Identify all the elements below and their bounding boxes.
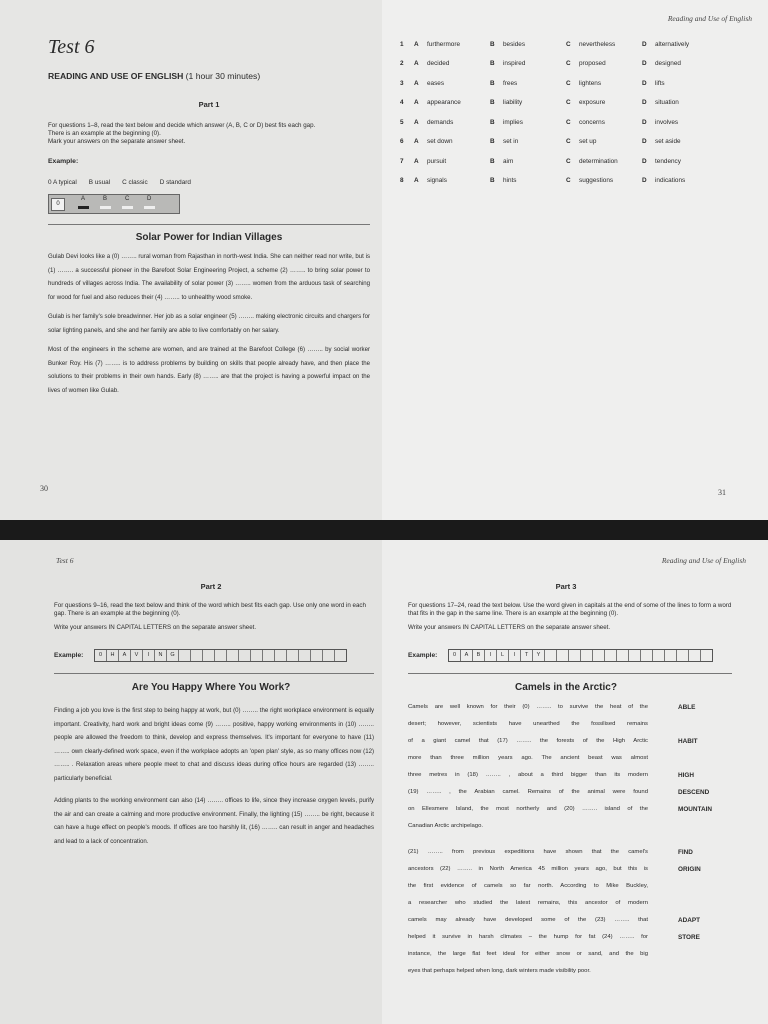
- page-33: [382, 540, 768, 1024]
- example-options: [48, 179, 191, 186]
- option-c: [566, 177, 642, 184]
- option-a: [414, 158, 490, 165]
- instruction-line: For questions 1–8, read the text below and decide which answer (A, B, C or D) best fits each gap.: [48, 122, 316, 129]
- box-cell: 0: [95, 650, 107, 661]
- option-letter: A: [414, 40, 419, 48]
- option-letter: B: [490, 138, 495, 145]
- example-option: 0 A typical: [48, 179, 77, 186]
- box-cell: A: [461, 650, 473, 661]
- option-letter: C: [566, 118, 571, 126]
- box-cell: [287, 650, 299, 661]
- box-cell: [629, 650, 641, 661]
- option-letter: B: [490, 118, 495, 126]
- option-letter: D: [642, 99, 647, 106]
- article-title: Solar Power for Indian Villages: [135, 232, 283, 243]
- option-text: aim: [503, 157, 514, 165]
- option-letter: D: [642, 157, 647, 165]
- grid-letter: C: [125, 196, 130, 202]
- question-row: [400, 39, 718, 49]
- option-text: lightens: [579, 79, 602, 87]
- box-cell: [701, 650, 712, 661]
- option-letter: C: [566, 177, 571, 184]
- box-cell: [323, 650, 335, 661]
- stem-word: HABIT: [678, 738, 698, 745]
- instruction-line: There is an example at the beginning (0).: [48, 130, 161, 137]
- box-cell: L: [497, 650, 509, 661]
- instruction-line: Mark your answers on the separate answer sheet.: [48, 138, 186, 145]
- option-letter: D: [642, 118, 647, 126]
- box-cell: [593, 650, 605, 661]
- page-32: [0, 540, 382, 1024]
- option-text: alternatively: [655, 40, 690, 48]
- box-cell: I: [485, 650, 497, 661]
- box-cell: [263, 650, 275, 661]
- option-letter: D: [642, 60, 647, 67]
- option-d: [642, 80, 718, 87]
- question-number: 1: [400, 40, 404, 48]
- box-cell: [617, 650, 629, 661]
- option-text: determination: [579, 157, 618, 165]
- option-letter: A: [414, 157, 419, 165]
- divider: [408, 673, 732, 674]
- option-letter: C: [566, 99, 571, 106]
- paragraph: Adding plants to the working environment can also (14) …….. offices to life, since they increase oxygen levels, purify the air and can create a calming and more productive environment. Finally, the lighting (15) …….. be right, because it can have a huge effect on people's moods. If offices are too harshly lit, (16) …….. can result in anger and headaches and lead to a lack of concentration.: [54, 797, 374, 845]
- question-number: 3: [400, 79, 404, 87]
- option-letter: A: [414, 79, 419, 87]
- option-text: tendency: [655, 157, 681, 165]
- box-cell: [605, 650, 617, 661]
- text-line: the first evidence of camels so far north. According to Mike Buckley,: [408, 883, 648, 889]
- option-b: [490, 158, 566, 165]
- section-duration: (1 hour 30 minutes): [185, 71, 261, 81]
- option-b: [490, 177, 566, 184]
- empty-bubble: [144, 206, 155, 209]
- running-header: Test 6: [56, 556, 74, 565]
- box-cell: [251, 650, 263, 661]
- page-30: [0, 0, 382, 520]
- question-number: 8: [400, 177, 404, 184]
- empty-bubble: [100, 206, 111, 209]
- option-b: [490, 99, 566, 106]
- question-row: [400, 137, 718, 147]
- text-line: (21) …….. from previous expeditions have shown that the camel's: [408, 849, 648, 855]
- option-letter: B: [490, 99, 495, 106]
- example-grid-number: 0: [51, 198, 65, 211]
- text-line: on Ellesmere Island, the most northerly and (20) …….. island of the: [408, 806, 648, 812]
- stem-word: MOUNTAIN: [678, 806, 712, 813]
- option-d: [642, 119, 718, 126]
- box-cell: Y: [533, 650, 545, 661]
- box-cell: [191, 650, 203, 661]
- stem-word: ABLE: [678, 704, 696, 711]
- option-letter: A: [414, 138, 419, 145]
- instruction-line: Write your answers IN CAPITAL LETTERS on the separate answer sheet.: [408, 624, 611, 631]
- option-b: [490, 119, 566, 126]
- box-cell: I: [143, 650, 155, 661]
- option-a: [414, 60, 490, 67]
- paragraph: Gulab Devi looks like a (0) …….. rural woman from Rajasthan in north-west India. She can neither read nor write, but is (1) …….. a successful pioneer in the Barefoot Solar Engineering Project, a scheme (2) …….. to bring solar power to hundreds of villages across India. The availability of solar power (3) …….. women from the arduous task of searching for wood for fuel and also reduces their (4) …….. to unhealthy wood smoke.: [48, 253, 370, 301]
- option-letter: D: [642, 40, 647, 48]
- box-cell: A: [119, 650, 131, 661]
- box-cell: H: [107, 650, 119, 661]
- option-d: [642, 99, 718, 106]
- box-cell: [545, 650, 557, 661]
- option-letter: B: [490, 60, 495, 67]
- option-letter: A: [414, 60, 419, 67]
- option-text: indications: [655, 177, 686, 184]
- example-option: B usual: [88, 179, 111, 186]
- option-letter: B: [490, 177, 495, 184]
- question-row: [400, 117, 718, 127]
- option-letter: D: [642, 177, 647, 184]
- option-c: [566, 158, 642, 165]
- option-d: [642, 158, 718, 165]
- question-number: 6: [400, 138, 404, 145]
- test-title: Test 6: [48, 36, 95, 58]
- box-cell: [179, 650, 191, 661]
- section-title: READING AND USE OF ENGLISH: [48, 71, 184, 81]
- option-text: suggestions: [579, 177, 614, 184]
- option-text: hints: [503, 177, 517, 184]
- stem-word: FIND: [678, 849, 693, 856]
- box-cell: [665, 650, 677, 661]
- option-text: decided: [427, 60, 450, 67]
- divider: [54, 673, 374, 674]
- paragraph: Gulab is her family's sole breadwinner. Her job as a solar engineer (5) …….. making electronic circuits and chargers for solar lighting panels, and she and her family are able to live comfortably on her salary.: [48, 313, 370, 334]
- option-a: [414, 119, 490, 126]
- option-d: [642, 177, 718, 184]
- question-number: 2: [400, 60, 404, 67]
- box-cell: G: [167, 650, 179, 661]
- example-label: Example:: [408, 652, 438, 659]
- box-cell: [581, 650, 593, 661]
- text-line: a researcher who studied the latest remains, this ancestor of modern: [408, 900, 648, 906]
- option-text: implies: [503, 118, 523, 126]
- option-text: concerns: [579, 118, 605, 126]
- running-header: Reading and Use of English: [661, 556, 746, 565]
- option-d: [642, 138, 718, 145]
- box-cell: V: [131, 650, 143, 661]
- option-c: [566, 60, 642, 67]
- option-text: liability: [503, 99, 523, 106]
- stem-word: HIGH: [678, 772, 694, 779]
- text-line: Canadian Arctic archipelago.: [408, 823, 483, 829]
- grid-letter: A: [81, 196, 86, 202]
- option-text: signals: [427, 177, 447, 184]
- instruction-line: For questions 17–24, read the text below. Use the word given in capitals at the end of some of the lines to form a word that fits in the gap in the same line. There is an example at the beginning (0).: [408, 602, 732, 617]
- option-text: demands: [427, 118, 454, 126]
- box-cell: [203, 650, 215, 661]
- option-text: involves: [655, 118, 679, 126]
- question-row: [400, 98, 718, 108]
- option-letter: A: [414, 99, 419, 106]
- example-answer-box: [94, 649, 347, 662]
- box-cell: T: [521, 650, 533, 661]
- box-cell: [557, 650, 569, 661]
- box-cell: [569, 650, 581, 661]
- example-label: Example:: [54, 652, 84, 659]
- question-number: 5: [400, 118, 404, 126]
- option-c: [566, 80, 642, 87]
- question-row: [400, 78, 718, 88]
- option-d: [642, 60, 718, 67]
- option-c: [566, 138, 642, 145]
- example-answer-box: [448, 649, 713, 662]
- text-line: more than three million years ago. The ancient beast was almost: [408, 755, 648, 761]
- stem-word: ORIGIN: [678, 866, 701, 873]
- text-line: camels may already have developed some of the (23) …….. that: [408, 917, 648, 923]
- example-answer-grid: [48, 194, 180, 214]
- box-cell: [299, 650, 311, 661]
- text-line: (19) …….. , the Arabian camel. Remains of the animal were found: [408, 789, 648, 795]
- box-cell: [677, 650, 689, 661]
- option-text: besides: [503, 40, 526, 48]
- option-letter: D: [642, 79, 647, 87]
- text-line: helped it survive in harsh climates – the hump for fat (24) …….. for: [408, 934, 648, 940]
- instruction-line: For questions 9–16, read the text below and think of the word which best fits each gap. Use only one word in each gap. There is an example at the beginning (0).: [54, 602, 366, 617]
- text-line: instance, the large flat feet ideal for either snow or sand, and the big: [408, 951, 648, 957]
- option-text: inspired: [503, 60, 526, 67]
- option-d: [642, 41, 718, 48]
- page-number: 31: [718, 488, 726, 497]
- filled-bubble: [78, 206, 89, 209]
- option-text: set down: [427, 138, 453, 145]
- article-body: [48, 250, 370, 397]
- option-a: [414, 41, 490, 48]
- option-letter: D: [642, 138, 647, 145]
- option-text: appearance: [427, 99, 461, 106]
- box-cell: 0: [449, 650, 461, 661]
- paragraph: Most of the engineers in the scheme are women, and are trained at the Barefoot College (6) …….. by social worker Bunker Roy. His (7) …….. is to address problems by building on skills that people already have, and then place the solutions to their problems in their own hands. Early (8) …….. are that the project is having a powerful impact on the lives of women like Gulab.: [48, 346, 370, 394]
- option-a: [414, 138, 490, 145]
- instructions: [408, 602, 734, 632]
- example-label: Example:: [48, 158, 79, 165]
- question-number: 4: [400, 99, 404, 106]
- text-line: eyes that perhaps helped when long, dark winters made visibility poor.: [408, 968, 591, 974]
- option-text: frees: [503, 79, 518, 87]
- page-number: 30: [40, 484, 48, 493]
- empty-bubble: [122, 206, 133, 209]
- option-letter: C: [566, 157, 571, 165]
- option-text: exposure: [579, 99, 606, 106]
- option-text: furthermore: [427, 40, 461, 48]
- option-text: lifts: [655, 79, 665, 87]
- option-b: [490, 60, 566, 67]
- option-text: nevertheless: [579, 40, 616, 48]
- instructions: [54, 602, 374, 632]
- option-text: set in: [503, 138, 519, 145]
- option-c: [566, 41, 642, 48]
- option-letter: B: [490, 79, 495, 87]
- text-line: of a giant camel that (17) …….. the forests of the High Arctic: [408, 738, 648, 744]
- option-c: [566, 99, 642, 106]
- grid-letter: D: [147, 196, 152, 202]
- example-option: D standard: [159, 179, 191, 186]
- option-b: [490, 138, 566, 145]
- option-letter: C: [566, 79, 571, 87]
- option-text: designed: [655, 60, 681, 67]
- paragraph: Finding a job you love is the first step to being happy at work, but (0) …….. the right workplace environment is equally important. Creativity, hard work and bright ideas come (9) …….. positive, happy working environments in (10) …….. people are allowed the freedom to think, develop and express themselves. It's important for everyone to have (11) …….. own clearly-defined work space, even if the workplace adopts an 'open plan' style, as so many offices now (12) …….. . Relaxation areas where people meet to chat and discuss ideas during office hours are regarded (13) …….. particularly beneficial.: [54, 707, 374, 782]
- option-a: [414, 99, 490, 106]
- stem-word: STORE: [678, 934, 700, 941]
- text-line: ancestors (22) …….. in North America 45 million years ago, but this is: [408, 866, 648, 872]
- box-cell: [641, 650, 653, 661]
- article-title: Are You Happy Where You Work?: [131, 682, 291, 693]
- option-text: set up: [579, 138, 597, 145]
- section-heading: [48, 71, 260, 81]
- instructions: [48, 122, 370, 146]
- option-letter: C: [566, 138, 571, 145]
- part-label: Part 1: [198, 100, 220, 109]
- text-line: Camels are well known for their (0) …….. to survive the heat of the: [408, 704, 648, 710]
- grid-letter: B: [103, 196, 108, 202]
- question-number: 7: [400, 157, 404, 165]
- text-line: three metres in (18) …….. , about a third bigger than its modern: [408, 772, 648, 778]
- option-text: set aside: [655, 138, 681, 145]
- option-letter: C: [566, 60, 571, 67]
- article-body: [54, 704, 374, 848]
- stem-word: DESCEND: [678, 789, 710, 796]
- divider: [48, 224, 370, 225]
- box-cell: B: [473, 650, 485, 661]
- stem-word: ADAPT: [678, 917, 701, 924]
- option-text: proposed: [579, 60, 606, 67]
- article-title: Camels in the Arctic?: [515, 682, 617, 693]
- option-letter: B: [490, 157, 495, 165]
- option-text: pursuit: [427, 157, 447, 165]
- option-a: [414, 80, 490, 87]
- option-b: [490, 80, 566, 87]
- box-cell: [239, 650, 251, 661]
- part-label: Part 2: [200, 582, 222, 591]
- option-letter: C: [566, 40, 571, 48]
- box-cell: [215, 650, 227, 661]
- part-label: Part 3: [555, 582, 577, 591]
- box-cell: N: [155, 650, 167, 661]
- text-line: desert; however, scientists have unearthed the fossilised remains: [408, 721, 648, 727]
- option-letter: B: [490, 40, 495, 48]
- box-cell: [227, 650, 239, 661]
- box-cell: [275, 650, 287, 661]
- instruction-line: Write your answers IN CAPITAL LETTERS on the separate answer sheet.: [54, 624, 257, 631]
- option-letter: A: [414, 118, 419, 126]
- question-row: [400, 156, 718, 166]
- page-31: [382, 0, 768, 520]
- box-cell: [335, 650, 346, 661]
- box-cell: I: [509, 650, 521, 661]
- option-b: [490, 41, 566, 48]
- box-cell: [689, 650, 701, 661]
- running-header: Reading and Use of English: [667, 14, 752, 23]
- option-a: [414, 177, 490, 184]
- box-cell: [653, 650, 665, 661]
- example-option: C classic: [122, 179, 148, 186]
- option-c: [566, 119, 642, 126]
- box-cell: [311, 650, 323, 661]
- question-row: [400, 176, 718, 186]
- option-text: situation: [655, 99, 679, 106]
- option-text: eases: [427, 79, 445, 87]
- option-letter: A: [414, 177, 419, 184]
- question-row: [400, 59, 718, 69]
